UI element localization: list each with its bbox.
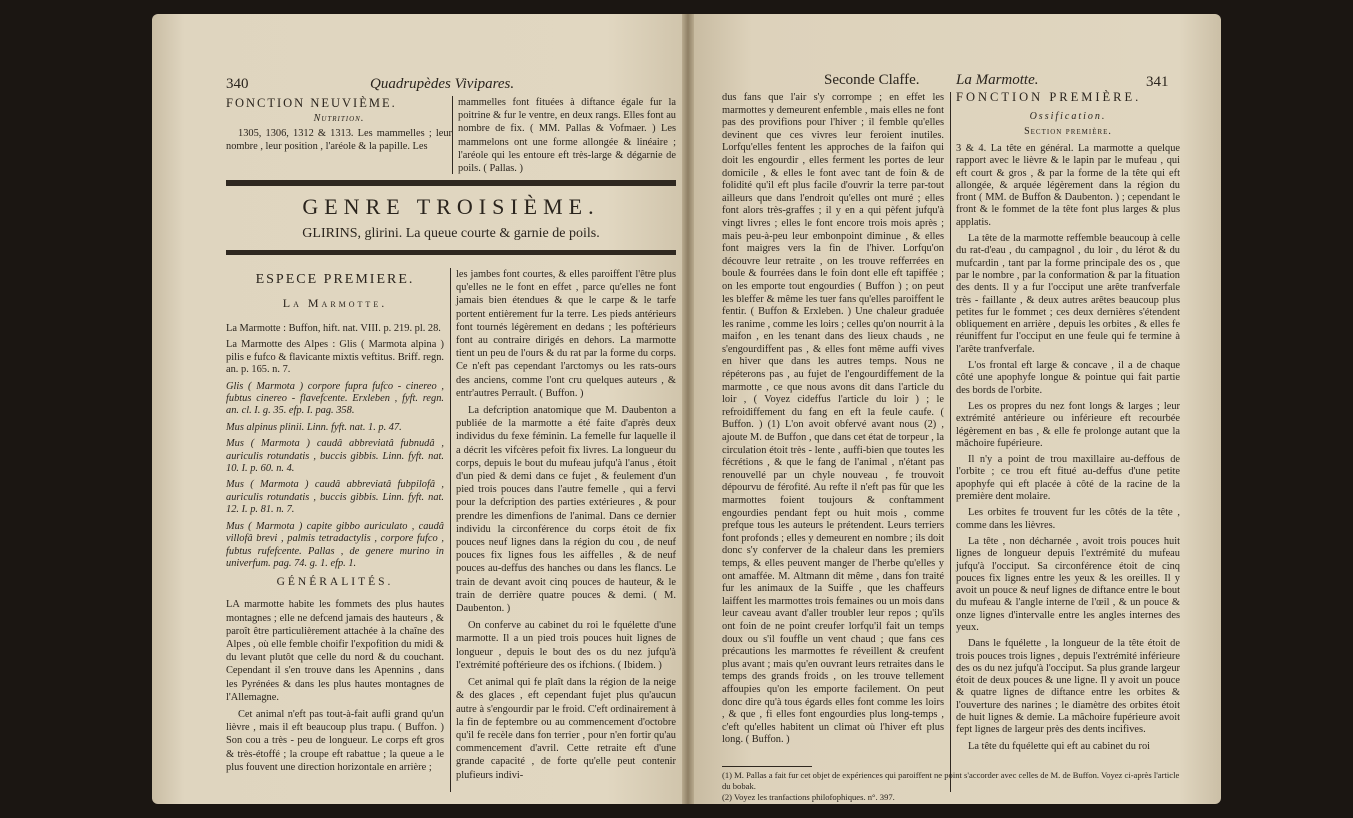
synonym-entry: La Marmotte : Buffon, hift. nat. VIII. p. 219. pl. 28.: [226, 323, 441, 334]
section-title: FONCTION NEUVIÈME.: [226, 96, 397, 110]
synonym-entry: La Marmotte des Alpes : Glis ( Marmota alpina ) pilis e fufco & flavicante mixtis veftitus. Briff. regn. an. p. 165. n. 7.: [226, 339, 444, 376]
paragraph: dus fans que l'air s'y corrompe ; en effet les marmottes y demeurent enfemble , mais elles ne font pas des provifions pour l'hiver ; il femble qu'elles devinent que ces vivres leur feroient inutiles. Lorfqu'elles fentent les approches de la faifon qui doit les engourdir , elles ferment les portes de leur domicile , & elles le font avec tant de foin & de folidité qu'il eft plus facile d'ouvrir la terre par-tout ailleurs que dans l'endroit qu'elles ont muré ; elles font alors très-graffes ; il y en a qui pèfent jufqu'à vingt livres ; elles le font encore trois mois après ; mais peu-à-peu leur embonpoint diminue , & elles font maigres vers la fin de l'hiver. Lorfqu'on découvre leur retraite , on les trouve refferrées en boule & fourrées dans le foin dont elle eft tapiffée ; on les emporte tout engourdies ( Buffon ) ; on peut les bleffer & même les tuer fans qu'elles paroiffent le fentir. ( Buffon & Erxleben. ) Une chaleur graduée les ranime , comme les loirs ; celles qu'on nourrit à la maifon , en les tenant dans des lieux chauds , ne s'engourdiffent pas , & elles font même auffi vives en hiver que dans les autres temps. Nous ne répéterons pas , au fujet de l'engourdiffement de la marmotte , ce que nous avons dit dans l'article du loir , ( Voyez cideffus l'article du loir ) ; le refroidiffement du fang en eft la feule caufe. ( Buffon. ) (1) L'on avoit obfervé avant nous (2) , ajoute M. de Buffon , que dans cet état de torpeur , la circulation étoit très - lente , auffi-bien que toutes les fécrétions , & que le fang de l'animal , n'étant pas renouvellé par un chyle nouveau , fe trouvoit dépourvu de férofité. Au refte il n'eft pas fûr que les marmottes foient toujours & conftamment engourdies pendant fept ou huit mois , comme prefque tous les auteurs le prétendent. Leurs terriers font profonds ; elles y demeurent en nombre ; ils doit donc s'y conferver de la chaleur dans les premiers temps, & elles peuvent manger de l'herbe qu'elles y ont amaffée. M. Altmann dit même , dans fon traité fur les animaux de la Suiffe , que les chaffeurs laiffent les marmottes trois femaines ou un mois dans leur caveau avant d'aller troubler leur repos ; qu'ils ont foin de ne point creufer lorfqu'il fait un temps doux ou s'il fouffle un vent chaud ; que fans ces précautions les marmottes fe réveillent & creufent plus avant ; mais qu'en ouvrant leurs retraites dans le temps des grands froids , on les trouve tellement affoupies qu'on les emporte facilement. On peut donc dire qu'à tous égards elles font comme les loirs , & que , fi elles font engourdies plus long-temps , c'eft qu'elles habitent un climat où l'hiver eft plus long. ( Buffon. ): [722, 92, 945, 746]
page-number-left: 340: [226, 76, 249, 92]
footnotes: [722, 770, 1180, 803]
footnote: (2) Voyez les tranfactions philofophiques. n°. 397.: [722, 792, 895, 802]
footnote-rule: [722, 766, 812, 767]
paragraph: Cet animal qui fe plaît dans la région de la neige & des glaces , eft cependant fujet plus qu'aucun autre à s'engourdir par le froid. C'eft ordinairement à la fin de feptembre ou au commencement d'octobre qu'il fe recèle dans fon terrier , pour n'en fortir qu'au commencement d'avril. Cette retraite eft d'une grande capacité , de forte qu'elle peut contenir plufieurs indivi-: [456, 677, 676, 781]
top-right-column: mammelles font fituées à diftance égale fur la poitrine & fur le ventre, en deux rangs. Elles font au nombre de fix. ( MM. Pallas & Vofmaer. ) Les mammelons ont une forme allongée & linéaire ; l'aréole qui les entoure eft très-large & dégarnie de poils. ( Pallas. ): [458, 97, 676, 175]
left-text-column: [226, 266, 444, 778]
genus-subtitle: GLIRINS, glirini. La queue courte & garnie de poils.: [302, 226, 600, 241]
page-number-right: 341: [1146, 74, 1169, 90]
paragraph: Les os propres du nez font longs & larges ; leur extrémité antérieure ou inférieure eft recourbée légèrement en bas , & elle fe prolonge autant que la mâchoire fupérieure.: [956, 400, 1180, 449]
footnote: (1) M. Pallas a fait fur cet objet de expériences qui paroiffent ne point s'accorder avec celles de M. de Buffon. Voyez ci-après l'article du bobak.: [722, 770, 1180, 791]
left-page: [152, 14, 688, 804]
running-title-center: Seconde Claffe.: [824, 72, 920, 88]
paragraph: Dans le fquélette , la longueur de la tête étoit de trois pouces trois lignes , depuis l'extrémité inférieure des os du nez jufqu'à l'occiput. Sa plus grande largeur étoit de deux pouces & une ligne. Il y avoit un pouce & quatre lignes de diftance entre les orbites & l'ouverture des narines ; le diamètre des orbites étoit de huit lignes & demie. La mâchoire fupérieure avoit fept lignes de largeur près des dents incifives.: [956, 638, 1180, 736]
paragraph: L'os frontal eft large & concave , il a de chaque côté une apophyfe longue & pointue qui fait partie des bords de l'orbite.: [956, 360, 1180, 396]
left-text-column: [722, 92, 944, 751]
column-divider: [450, 268, 451, 792]
column-divider: [452, 96, 453, 174]
paragraph: Les orbites fe trouvent fur les côtés de la tête , comme dans les lièvres.: [956, 507, 1180, 531]
running-title-left: Quadrupèdes Vivipares.: [370, 76, 515, 92]
paragraph: LA marmotte habite les fommets des plus hautes montagnes ; elle ne defcend jamais des hauteurs , & paroît être particulièrement attachée à la chaîne des Alpes , où elle femble choifir l'expofition du midi & du levant plutôt que celle du nord & du couchant. Cependant il s'en trouve dans les Apennins , dans les Pyrénées & dans les plus hautes montagnes de l'Allemagne.: [226, 599, 444, 703]
paragraph: La tête , non décharnée , avoit trois pouces huit lignes de longueur depuis l'extrémité du mufeau jufqu'à l'occiput. Sa circonférence étoit de cinq pouces fix lignes entre les yeux & les oreilles. Il y avoit un pouce & neuf lignes de diftance entre le bout du mufeau & l'angle interne de l'œil , & un pouce & onze lignes d'intervalle entre les angles internes des yeux.: [956, 535, 1180, 633]
right-text-column: [456, 268, 676, 786]
subsection-title: Ossification.: [1029, 111, 1107, 122]
paragraph: La tête de la marmotte reffemble beaucoup à celle du rat-d'eau , du campagnol , du loir , du lérot & du mufcardin , tant par la forme principale des os , que par le nombre , par la conformation & par la fituation des dents. Il y a fur l'occiput une arête tranfverfale très - faillante , & deux autres arêtes beaucoup plus petites fur le fommet ; ces deux dernières s'étendent obliquement en arrière , depuis les orbites , & elles fe réuniffent fur l'occiput en une feule qui fe termine à l'arête tranfverfale.: [956, 233, 1180, 355]
paragraph: 1305, 1306, 1312 & 1313. Les mammelles ; leur nombre , leur position , l'aréole & la papille. Les: [226, 128, 452, 153]
paragraph: La tête du fquélette qui eft au cabinet du roi: [968, 740, 1151, 752]
genus-title: GENRE TROISIÈME.: [302, 194, 600, 219]
synonym-entry: Mus alpinus plinii. Linn. fyft. nat. 1. p. 47.: [226, 421, 402, 433]
paragraph: les jambes font courtes, & elles paroiffent l'être plus qu'elles ne le font en effet , parce qu'elles ne font jamais bien étendues & que le carpe & le tarfe portent entièrement fur la terre. Les pieds antérieurs font tournés légèrement en dedans ; les poftérieurs font au contraire dirigés en dehors. La marmotte tient un peu de l'ours & du rat par la forme du corps. Ce n'eft pas cependant l'arctomys ou les rats-ours des anciens, comme l'ont cru quelques auteurs , & entr'autres Perrault. ( Buffon. ): [456, 269, 676, 399]
synonym-entry: Mus ( Marmota ) capite gibbo auriculato , caudâ villofâ brevi , palmis tetradactylis , corpore fufco , fubtus rufefcente. Pallas , de genere murino in univerfum. pag. 74. g. 1. efp. 1.: [226, 520, 444, 569]
column-divider: [950, 92, 951, 792]
synonym-entry: Mus ( Marmota ) caudâ abbreviatâ fubnudâ , auriculis rotundatis , buccis gibbis. Linn. fyft. nat. 10. I. p. 60. n. 4.: [226, 438, 444, 475]
generalites-title: GÉNÉRALITÉS.: [276, 576, 394, 589]
rule-divider: [226, 180, 676, 186]
right-page: [688, 14, 1221, 804]
top-left-column: [226, 96, 452, 153]
synonym-entry: Glis ( Marmota ) corpore fupra fufco - cinereo , fubtus cinereo - flavefcente. Erxleben , fyft. regn. an. cl. I. g. 35. efp. I. pag. 358.: [226, 380, 444, 417]
paragraph: La defcription anatomique que M. Daubenton a publiée de la marmotte a été faite d'après deux individus du fexe féminin. La femelle fur laquelle il a décrit les vifcères pefoit fix livres. La longueur du corps, depuis le bout du mufeau jufqu'à l'anus , étoit d'un pied & demi dans ce fujet , & feulement d'un pied trois pouces dans l'autre femelle , qui a fervi pour la defcription des parties extérieures , & pour prendre les dimenfions de l'animal. Dans ce dernier individu la circonférence du corps étoit de fix pouces neuf lignes dans la région du cou , de neuf pouces fix lignes fous les aiffelles , & de neuf pouces au-deffus des hanches ou dans les flancs. Le train de devant avoit cinq pouces de hauteur, & le train de derrière quatre pouces & demi. ( M. Daubenton. ): [456, 405, 676, 615]
running-title-right: La Marmotte.: [956, 72, 1039, 88]
synonym-entry: Mus ( Marmota ) caudâ abbreviatâ fubpilofâ , auriculis rotundatis , buccis gibbis. Linn. fyft. nat. 12. I. p. 81. n. 7.: [226, 479, 444, 516]
species-name: La Marmotte.: [282, 296, 388, 310]
section-title: FONCTION PREMIÈRE.: [956, 90, 1142, 104]
rule-divider: [226, 250, 676, 255]
paragraph: On conferve au cabinet du roi le fquélette d'une marmotte. Il a un pied trois pouces huit lignes de longueur , depuis le bout des os du nez jufqu'à l'extrémité poftérieure des os ifchions. ( Ibidem. ): [456, 620, 676, 671]
right-text-column: [956, 90, 1180, 757]
paragraph: Cet animal n'eft pas tout-à-fait aufli grand qu'un lièvre , mais il eft beaucoup plus trapu. ( Buffon. ) Son cou a très - peu de longueur. Le corps eft gros & très-étoffé ; la croupe eft rabattue ; la queue a le plus fouvent une direction horizontale en arrière ;: [226, 708, 444, 773]
paragraph: Il n'y a point de trou maxillaire au-deffous de l'orbite ; ce trou eft fitué au-deffus d'une petite apophyfe qui eft placée à côté de la racine de la première dent molaire.: [956, 454, 1180, 503]
species-title: ESPECE PREMIERE.: [255, 272, 415, 287]
subsection-title: Nutrition.: [313, 113, 365, 124]
book-gutter: [682, 14, 694, 804]
paragraph: 3 & 4. La tête en général. La marmotte a quelque rapport avec le lièvre & le lapin par le mufeau , qui eft court & gros , & par la forme de la tête qui eft allongée, & arquée légèrement dans la région du front ( MM. de Buffon & Daubenton. ) ; cependant le front & le fommet de la tête font plus larges & plus applatis.: [956, 143, 1180, 228]
sub2-title: Section première.: [1024, 126, 1112, 137]
